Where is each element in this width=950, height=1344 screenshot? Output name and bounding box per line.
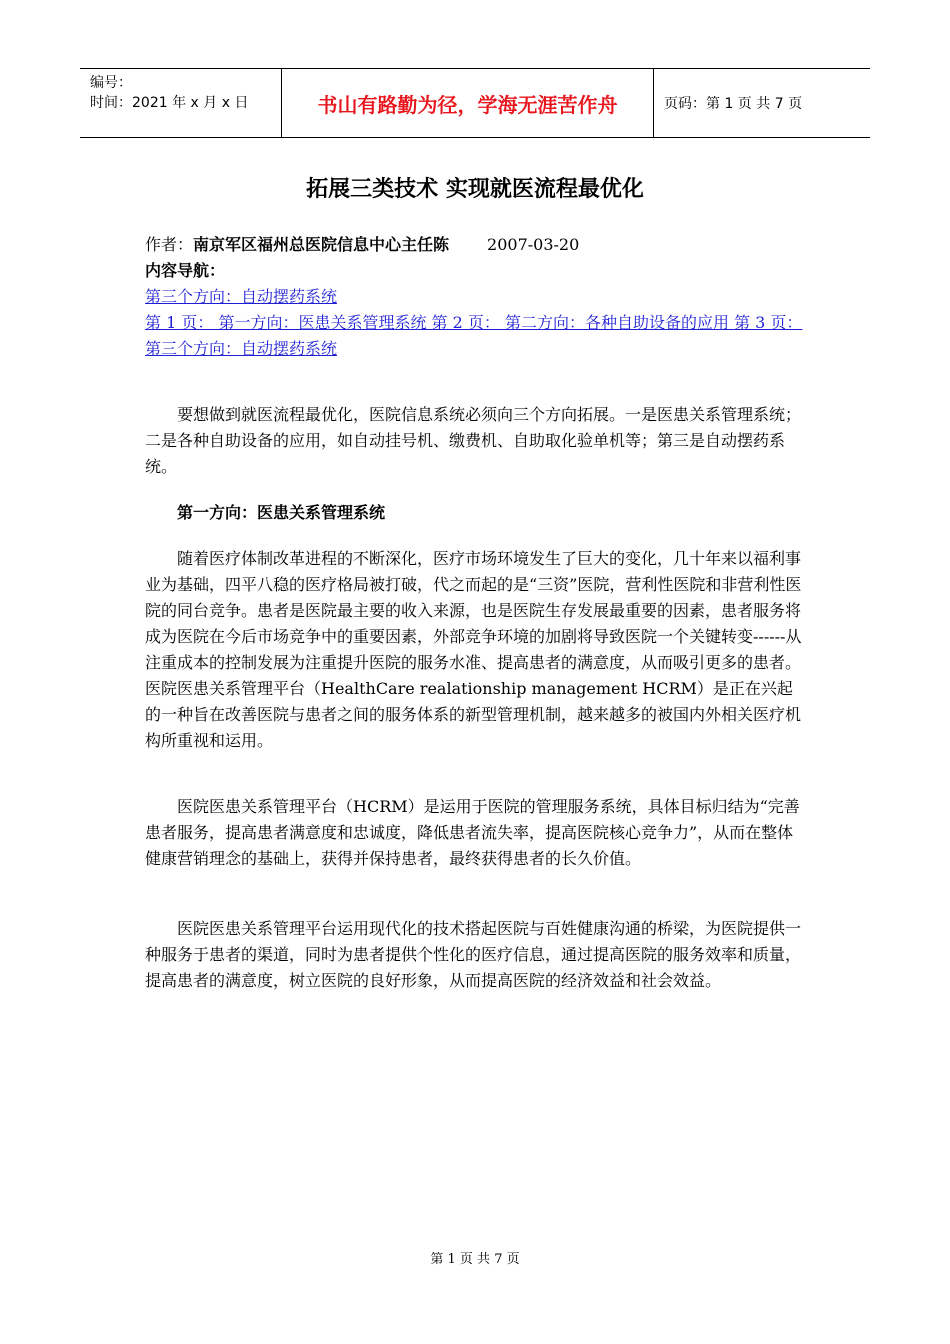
nav-link-direction-3[interactable]: 第三个方向：自动摆药系统 xyxy=(145,287,338,306)
header-left-cell xyxy=(80,69,282,137)
section1-heading: 第一方向：医患关系管理系统 xyxy=(177,503,386,522)
footer-page-number: 第 1 页 共 7 页 xyxy=(430,1252,520,1267)
content-nav-label: 内容导航： xyxy=(145,261,226,280)
number-label: 编号： xyxy=(90,75,132,91)
author-line xyxy=(145,232,579,258)
paragraph-2: 医院医患关系管理平台（HCRM）是运用于医院的管理服务系统，具体目标归结为“完善患者服务，提高患者满意度和忠诚度，降低患者流失率，提高医院核心竞争力”，从而在整体健康营销理念的基础上，获得并保持患者，最终获得患者的长久价值。 xyxy=(145,797,800,868)
nav-link-page-1[interactable]: 第 1 页： 第一方向：医患关系管理系统 xyxy=(145,313,432,332)
paragraph-3: 医院医患关系管理平台运用现代化的技术搭起医院与百姓健康沟通的桥梁，为医院提供一种服务于患者的渠道，同时为患者提供个性化的医疗信息，通过提高医院的服务效率和质量，提高患者的满意度，树立医院的良好形象，从而提高医院的经济效益和社会效益。 xyxy=(145,919,802,990)
intro-paragraph: 要想做到就医流程最优化，医院信息系统必须向三个方向拓展。一是医患关系管理系统；二是各种自助设备的应用，如自动挂号机、缴费机、自助取化验单机等；第三是自动摆药系统。 xyxy=(145,405,802,476)
header-page-info: 页码：第 1 页 共 7 页 xyxy=(664,96,803,112)
nav-link-page-3[interactable]: 第 3 页： 第三个方向：自动摆药系统 xyxy=(145,313,803,358)
article-meta xyxy=(145,232,579,284)
nav-link-page-2[interactable]: 第 2 页： 第二方向：各种自助设备的应用 xyxy=(431,313,735,332)
motto: 书山有路勤为径，学海无涯苦作舟 xyxy=(282,69,654,137)
time-label: 时间：2021 年 x 月 x 日 xyxy=(90,95,249,111)
section1-heading-block xyxy=(145,500,805,526)
paragraph-2-block xyxy=(145,794,805,872)
intro-block xyxy=(145,402,805,480)
publish-date: 2007-03-20 xyxy=(487,235,580,254)
paragraph-3-block xyxy=(145,916,805,994)
paragraph-1-block xyxy=(145,546,805,754)
author-name: 南京军区福州总医院信息中心主任陈 xyxy=(193,235,450,254)
document-title: 拓展三类技术 实现就医流程最优化 xyxy=(306,177,644,202)
author-prefix: 作者： xyxy=(145,235,194,254)
paragraph-1: 随着医疗体制改革进程的不断深化，医疗市场环境发生了巨大的变化，几十年来以福利事业为基础，四平八稳的医疗格局被打破，代之而起的是“三资”医院，营利性医院和非营利性医院的同台竞争。患者是医院最主要的收入来源，也是医院生存发展最重要的因素，患者服务将成为医院在今后市场竞争中的重要因素，外部竞争环境的加剧将导致医院一个关键转变------从注重成本的控制发展为注重提升医院的服务水准、提高患者的满意度，从而吸引更多的患者。医院医患关系管理平台（HealthCare realationship management HCRM）是正在兴起的一种旨在改善医院与患者之间的服务体系的新型管理机制，越来越多的被国内外相关医疗机构所重视和运用。 xyxy=(145,549,802,750)
content-nav-links xyxy=(145,284,805,362)
header-table xyxy=(80,68,870,138)
